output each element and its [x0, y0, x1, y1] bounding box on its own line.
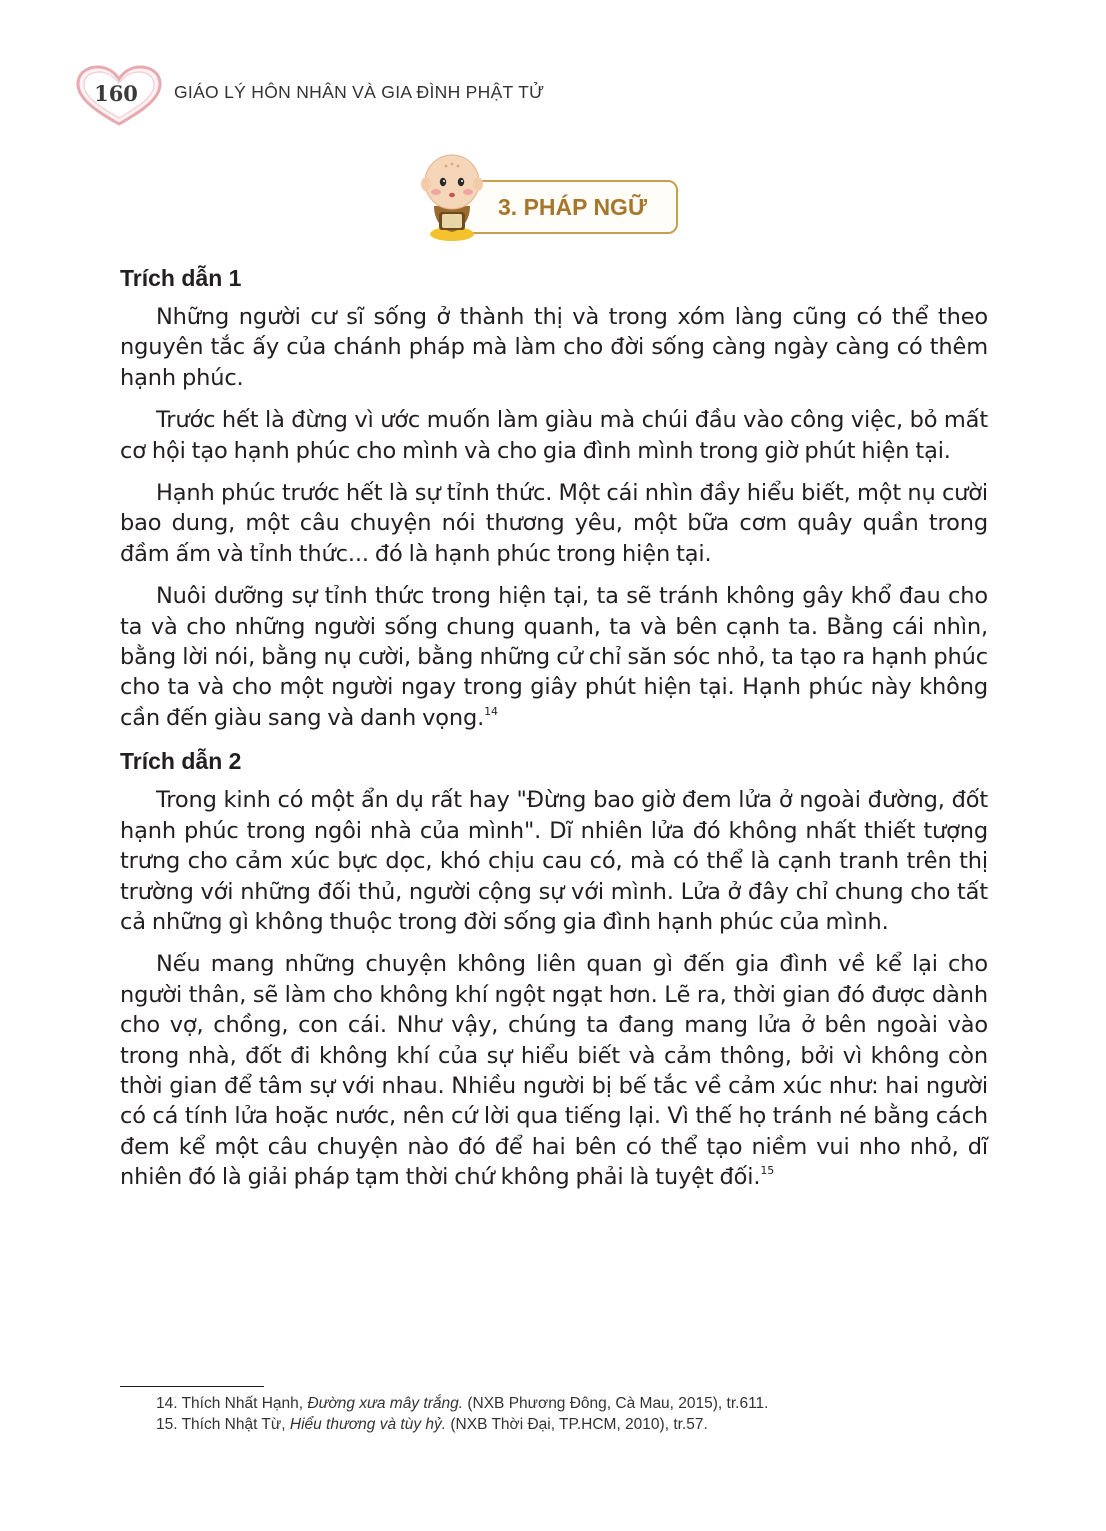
- running-title: GIÁO LÝ HÔN NHÂN VÀ GIA ĐÌNH PHẬT TỬ: [174, 82, 545, 102]
- footnotes: [156, 1393, 976, 1435]
- section-title: 3. PHÁP NGỮ: [498, 194, 648, 220]
- quote-2-heading: Trích dẫn 2: [120, 748, 242, 775]
- footnote-14: [156, 1393, 976, 1414]
- quote-1-paragraph: Những người cư sĩ sống ở thành thị và trong xóm làng cũng có thể theo nguyên tắc ấy của chánh pháp mà làm cho đời sống càng ngày càng có thêm hạnh phúc.: [120, 304, 988, 391]
- quote-1-paragraph-last: [120, 581, 988, 733]
- footnote-15-prefix: 15. Thích Nhật Từ,: [156, 1416, 290, 1433]
- page-number: 160: [94, 81, 138, 106]
- footnote-14-title: Đường xưa mây trắng.: [307, 1395, 464, 1412]
- quote-2-paragraph: Trong kinh có một ẩn dụ rất hay "Đừng bao giờ đem lửa ở ngoài đường, đốt hạnh phúc trong ngôi nhà của mình". Dĩ nhiên lửa đó không nhất thiết tượng trưng cho cảm xúc bực dọc, khó chịu cau có, mà có thể là cạnh tranh trên thị trường với những đối thủ, người cộng sự với mình. Lửa ở đây chỉ chung cho tất cả những gì không thuộc trong đời sống gia đình hạnh phúc của mình.: [120, 787, 988, 935]
- footnote-15-title: Hiểu thương và tùy hỷ.: [289, 1416, 447, 1433]
- footnote-14-suffix: (NXB Phương Đông, Cà Mau, 2015), tr.611.: [463, 1395, 769, 1412]
- quote-2-paragraph-text: Nếu mang những chuyện không liên quan gì đến gia đình về kể lại cho người thân, sẽ làm cho không khí ngột ngạt hơn. Lẽ ra, thời gian đó được dành cho vợ, chồng, con cái. Như vậy, chúng ta đang mang lửa ở bên ngoài vào trong nhà, đốt đi không khí của sự hiểu biết và cảm thông, bởi vì không còn thời gian để tâm sự với nhau. Nhiều người bị bế tắc về cảm xúc như: hai người có cá tính lửa hoặc nước, nên cứ lời qua tiếng lại. Vì thế họ tránh né bằng cách đem kể một câu chuyện nào đó để hai bên có thể tạo niềm vui nho nhỏ, dĩ nhiên đó là giải pháp tạm thời chứ không phải là tuyệt đối.: [120, 951, 988, 1191]
- monk-mascot-icon: [412, 148, 502, 248]
- quote-2-paragraph-last: [120, 949, 988, 1192]
- section-banner: [412, 148, 684, 248]
- quote-1-paragraph: Trước hết là đừng vì ước muốn làm giàu mà chúi đầu vào công việc, bỏ mất cơ hội tạo hạnh phúc cho mình và cho gia đình mình trong giờ phút hiện tại.: [120, 407, 988, 464]
- footnote-ref-15[interactable]: 15: [760, 1164, 775, 1178]
- page-header: [74, 64, 634, 128]
- footnote-15-suffix: (NXB Thời Đại, TP.HCM, 2010), tr.57.: [446, 1416, 708, 1433]
- quote-1-heading: Trích dẫn 1: [120, 265, 242, 291]
- quote-1-paragraph: Hạnh phúc trước hết là sự tỉnh thức. Một cái nhìn đầy hiểu biết, một nụ cười bao dung, một câu chuyện nói thương yêu, một bữa cơm quây quần trong đầm ấm và tỉnh thức... đó là hạnh phúc trong hiện tại.: [120, 480, 988, 567]
- main-content: [120, 262, 988, 1205]
- footnote-ref-14[interactable]: 14: [484, 704, 498, 718]
- footnote-15: [156, 1414, 976, 1435]
- quote-1-paragraph-text: Nuôi dưỡng sự tỉnh thức trong hiện tại, ta sẽ tránh không gây khổ đau cho ta và cho những người sống chung quanh, ta và bên cạnh ta. Bằng cái nhìn, bằng lời nói, bằng nụ cười, bằng những cử chỉ săn sóc nhỏ, ta tạo ra hạnh phúc cho ta và cho một người ngay trong giây phút hiện tại. Hạnh phúc này không cần đến giàu sang và danh vọng.: [120, 583, 988, 731]
- footnote-divider: [120, 1386, 264, 1387]
- footnote-14-prefix: 14. Thích Nhất Hạnh,: [156, 1395, 308, 1412]
